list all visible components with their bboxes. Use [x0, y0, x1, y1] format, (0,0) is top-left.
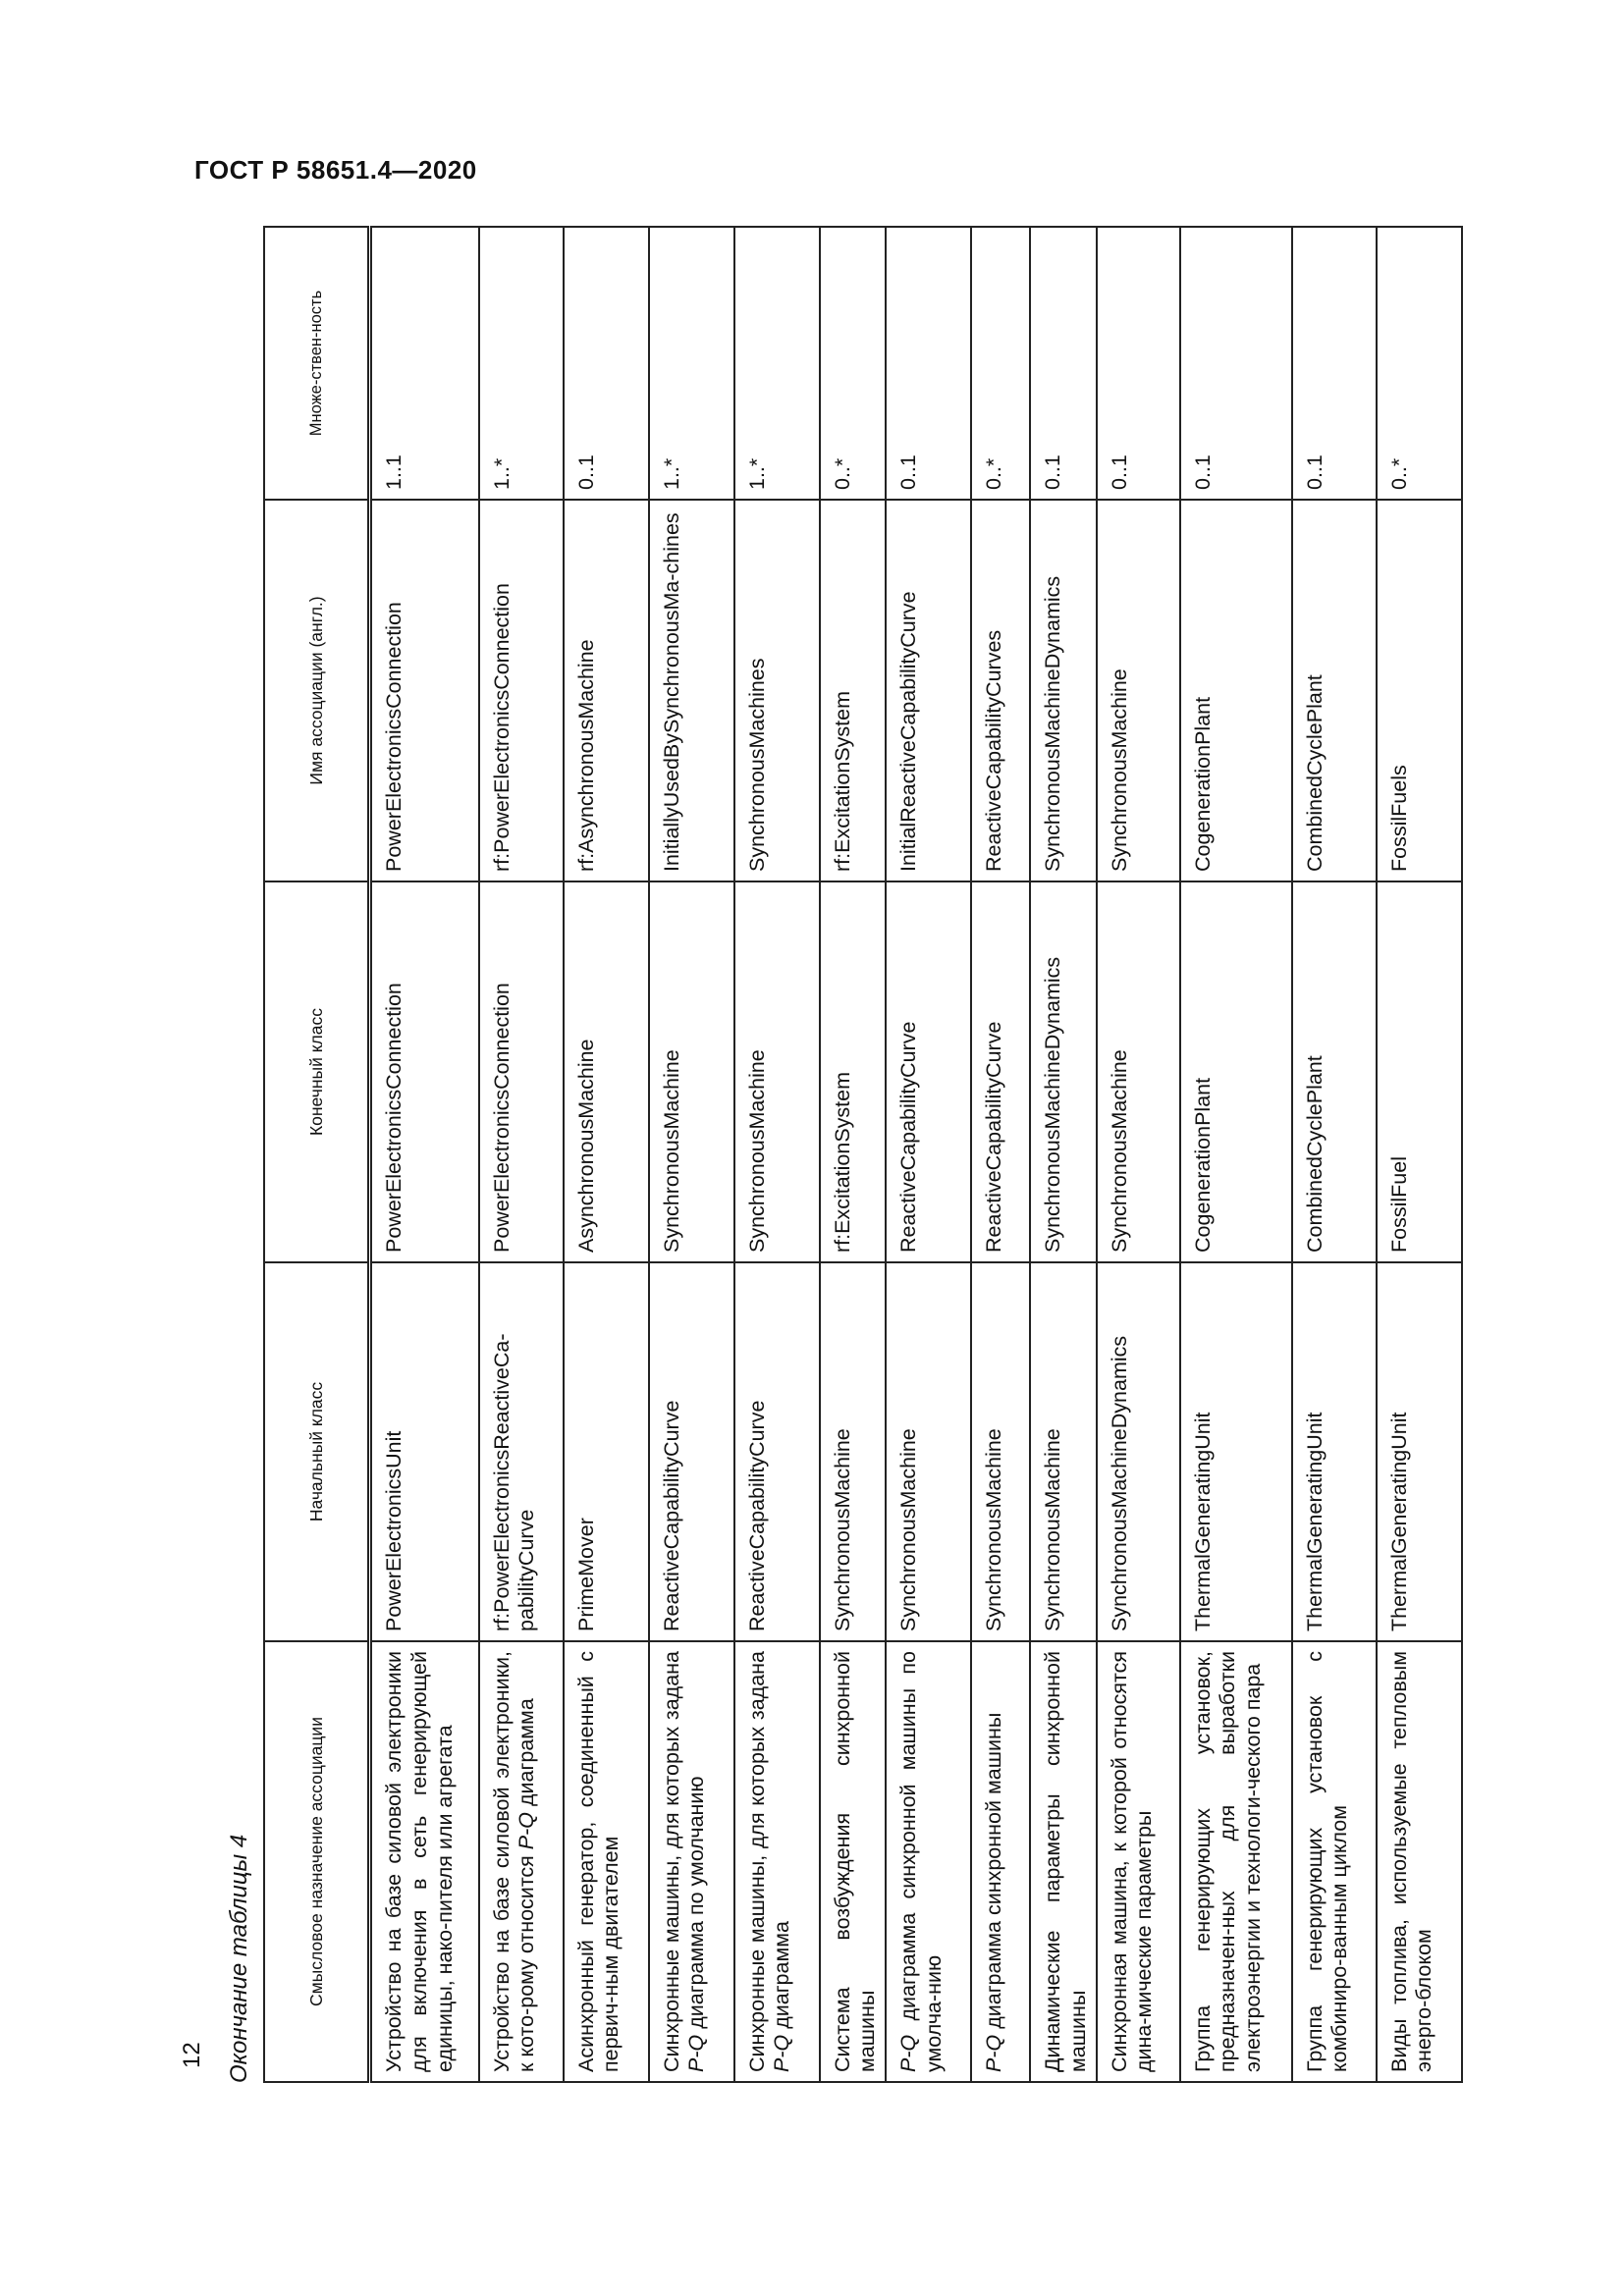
cell-end-class: SynchronousMachineDynamics [1030, 881, 1097, 1262]
cell-multiplicity: 0..1 [564, 227, 649, 500]
cell-start-class: ThermalGeneratingUnit [1180, 1262, 1292, 1641]
cell-start-class: SynchronousMachine [886, 1262, 971, 1641]
cell-purpose: Устройство на базе силовой электроники для включения в сеть генерирующей единицы, нако-пителя или агрегата [370, 1641, 479, 2082]
page-number: 12 [179, 2042, 205, 2068]
cell-purpose: Виды топлива, используемые тепловым энерго-блоком [1377, 1641, 1462, 2082]
cell-end-class: rf:ExcitationSystem [820, 881, 887, 1262]
cell-multiplicity: 0..1 [886, 227, 971, 500]
rotated-table-block [226, 228, 1434, 2083]
cell-end-class: CogenerationPlant [1180, 881, 1292, 1262]
cell-multiplicity: 0..1 [1097, 227, 1180, 500]
cell-start-class: ThermalGeneratingUnit [1292, 1262, 1377, 1641]
cell-association-name: InitiallyUsedBySynchronousMa-chines [649, 500, 734, 881]
cell-multiplicity: 0..1 [1030, 227, 1097, 500]
cell-start-class: ReactiveCapabilityCurve [734, 1262, 820, 1641]
cell-start-class: PrimeMover [564, 1262, 649, 1641]
table-row [370, 227, 479, 2082]
table-row [479, 227, 564, 2082]
table-row [886, 227, 971, 2082]
table-row [1097, 227, 1180, 2082]
cell-association-name: rf:AsynchronousMachine [564, 500, 649, 881]
cell-multiplicity: 0..* [1377, 227, 1462, 500]
cell-association-name: CombinedCyclePlant [1292, 500, 1377, 881]
cell-end-class: ReactiveCapabilityCurve [971, 881, 1030, 1262]
cell-purpose: P-Q диаграмма синхронной машины по умолча-нию [886, 1641, 971, 2082]
cell-association-name: rf:ExcitationSystem [820, 500, 887, 881]
header-start-class: Начальный класс [264, 1262, 370, 1641]
table-row [734, 227, 820, 2082]
cell-purpose: Асинхронный генератор, соединенный с первич-ным двигателем [564, 1641, 649, 2082]
table-caption: Окончание таблицы 4 [226, 1834, 252, 2083]
header-association-name: Имя ассоциации (англ.) [264, 500, 370, 881]
header-purpose: Смысловое назначение ассоциации [264, 1641, 370, 2082]
cell-multiplicity: 0..* [971, 227, 1030, 500]
cell-start-class: ThermalGeneratingUnit [1377, 1262, 1462, 1641]
cell-purpose: Группа генерирующих установок, предназначен-ных для выработки электроэнергии и технологи-ческого пара [1180, 1641, 1292, 2082]
table-row [1292, 227, 1377, 2082]
cell-start-class: rf:PowerElectronicsReactiveCa-pabilityCurve [479, 1262, 564, 1641]
association-table [263, 226, 1463, 2083]
cell-end-class: AsynchronousMachine [564, 881, 649, 1262]
cell-association-name: FossilFuels [1377, 500, 1462, 881]
cell-end-class: ReactiveCapabilityCurve [886, 881, 971, 1262]
cell-end-class: FossilFuel [1377, 881, 1462, 1262]
cell-start-class: ReactiveCapabilityCurve [649, 1262, 734, 1641]
document-header: ГОСТ Р 58651.4—2020 [194, 155, 477, 185]
cell-end-class: CombinedCyclePlant [1292, 881, 1377, 1262]
cell-start-class: SynchronousMachine [971, 1262, 1030, 1641]
cell-purpose: Группа генерирующих установок с комбиниро-ванным циклом [1292, 1641, 1377, 2082]
cell-multiplicity: 1..* [479, 227, 564, 500]
cell-purpose: Синхронные машины, для которых задана P-Q диаграмма по умолчанию [649, 1641, 734, 2082]
cell-end-class: PowerElectronicsConnection [370, 881, 479, 1262]
table-row [820, 227, 887, 2082]
cell-multiplicity: 1..1 [370, 227, 479, 500]
cell-start-class: SynchronousMachine [820, 1262, 887, 1641]
table-row [1377, 227, 1462, 2082]
cell-association-name: CogenerationPlant [1180, 500, 1292, 881]
cell-purpose: P-Q диаграмма синхронной машины [971, 1641, 1030, 2082]
table-row [971, 227, 1030, 2082]
cell-purpose: Динамические параметры синхронной машины [1030, 1641, 1097, 2082]
cell-start-class: SynchronousMachine [1030, 1262, 1097, 1641]
cell-purpose: Устройство на базе силовой электроники, к кото-рому относится P-Q диаграмма [479, 1641, 564, 2082]
header-multiplicity: Множе-ствен-ность [264, 227, 370, 500]
cell-association-name: ReactiveCapabilityCurves [971, 500, 1030, 881]
cell-association-name: SynchronousMachines [734, 500, 820, 881]
cell-end-class: SynchronousMachine [1097, 881, 1180, 1262]
cell-end-class: SynchronousMachine [734, 881, 820, 1262]
cell-association-name: InitialReactiveCapabilityCurve [886, 500, 971, 881]
table-row [564, 227, 649, 2082]
cell-multiplicity: 0..* [820, 227, 887, 500]
cell-multiplicity: 1..* [734, 227, 820, 500]
cell-multiplicity: 0..1 [1292, 227, 1377, 500]
cell-association-name: SynchronousMachine [1097, 500, 1180, 881]
table-row [1180, 227, 1292, 2082]
cell-start-class: SynchronousMachineDynamics [1097, 1262, 1180, 1641]
cell-association-name: rf:PowerElectronicsConnection [479, 500, 564, 881]
table-row [1030, 227, 1097, 2082]
cell-purpose: Синхронные машины, для которых задана P-Q диаграмма [734, 1641, 820, 2082]
cell-association-name: PowerElectronicsConnection [370, 500, 479, 881]
cell-end-class: PowerElectronicsConnection [479, 881, 564, 1262]
cell-multiplicity: 0..1 [1180, 227, 1292, 500]
cell-association-name: SynchronousMachineDynamics [1030, 500, 1097, 881]
cell-start-class: PowerElectronicsUnit [370, 1262, 479, 1641]
table-row [649, 227, 734, 2082]
header-end-class: Конечный класс [264, 881, 370, 1262]
cell-multiplicity: 1..* [649, 227, 734, 500]
cell-purpose: Синхронная машина, к которой относятся дина-мические параметры [1097, 1641, 1180, 2082]
cell-purpose: Система возбуждения синхронной машины [820, 1641, 887, 2082]
cell-end-class: SynchronousMachine [649, 881, 734, 1262]
